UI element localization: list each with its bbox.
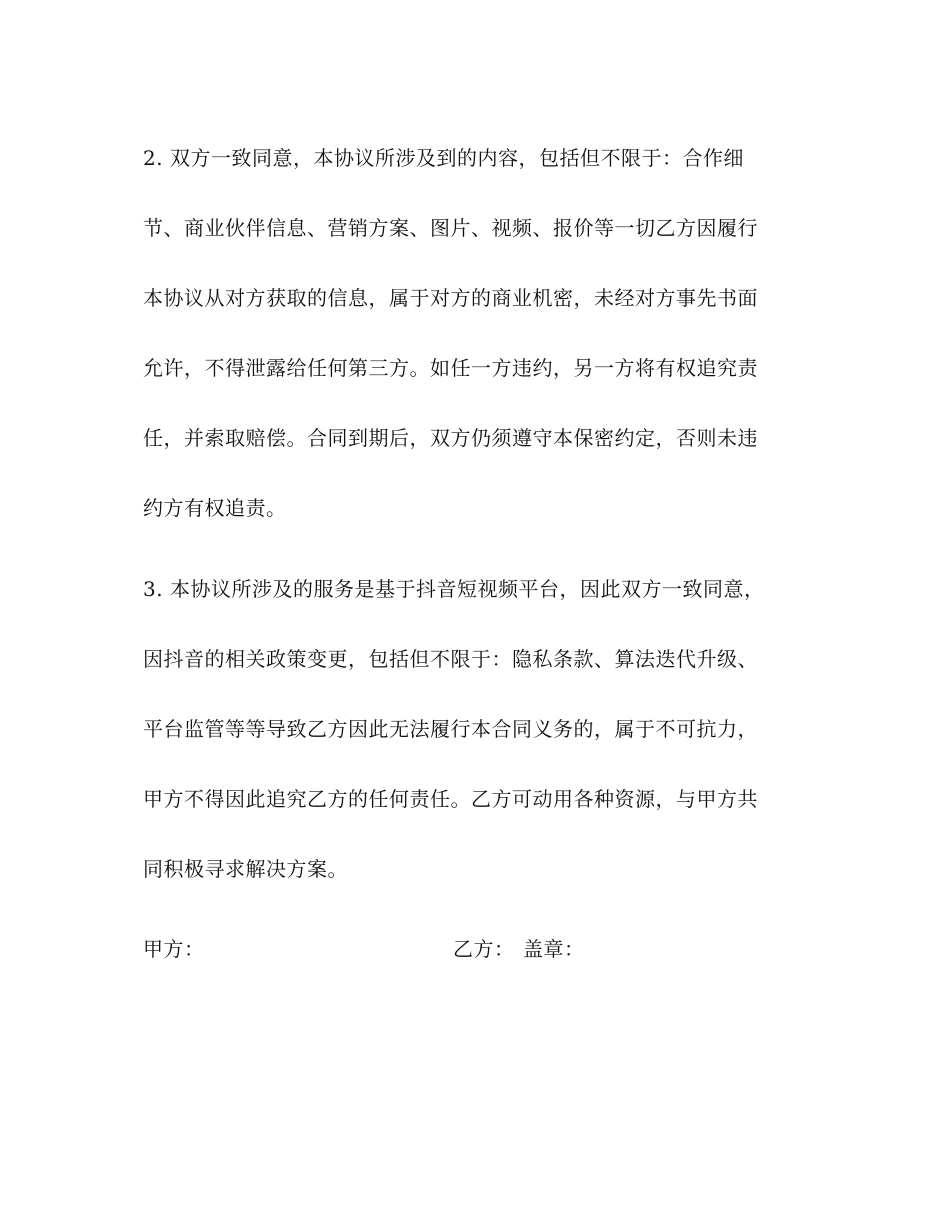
clause-2-line-3: 本协议从对方获取的信息，属于对方的商业机密，未经对方事先书面 [143,286,758,310]
party-b-label: 乙方： [453,937,515,961]
clause-2-line-6: 约方有权追责。 [143,496,287,520]
clause-2-line-5: 任，并索取赔偿。合同到期后，双方仍须遵守本保密约定，否则未违 [143,426,758,450]
clause-3-line-2: 因抖音的相关政策变更，包括但不限于：隐私条款、算法迭代升级、 [143,647,758,671]
clause-3-line-3: 平台监管等等导致乙方因此无法履行本合同义务的，属于不可抗力， [143,717,758,741]
clause-2-line-4: 允许，不得泄露给任何第三方。如任一方违约，另一方将有权追究责 [143,356,758,380]
party-a-label: 甲方： [143,937,205,961]
clause-3-line-1: 3. 本协议所涉及的服务是基于抖音短视频平台，因此双方一致同意， [143,577,765,601]
clause-3-line-4: 甲方不得因此追究乙方的任何责任。乙方可动用各种资源，与甲方共 [143,787,758,811]
seal-label: 盖章： [523,937,585,961]
clause-2-line-1: 2. 双方一致同意，本协议所涉及到的内容，包括但不限于：合作细 [143,146,744,170]
clause-3-line-5: 同积极寻求解决方案。 [143,857,348,881]
clause-2-line-2: 节、商业伙伴信息、营销方案、图片、视频、报价等一切乙方因履行 [143,216,758,240]
